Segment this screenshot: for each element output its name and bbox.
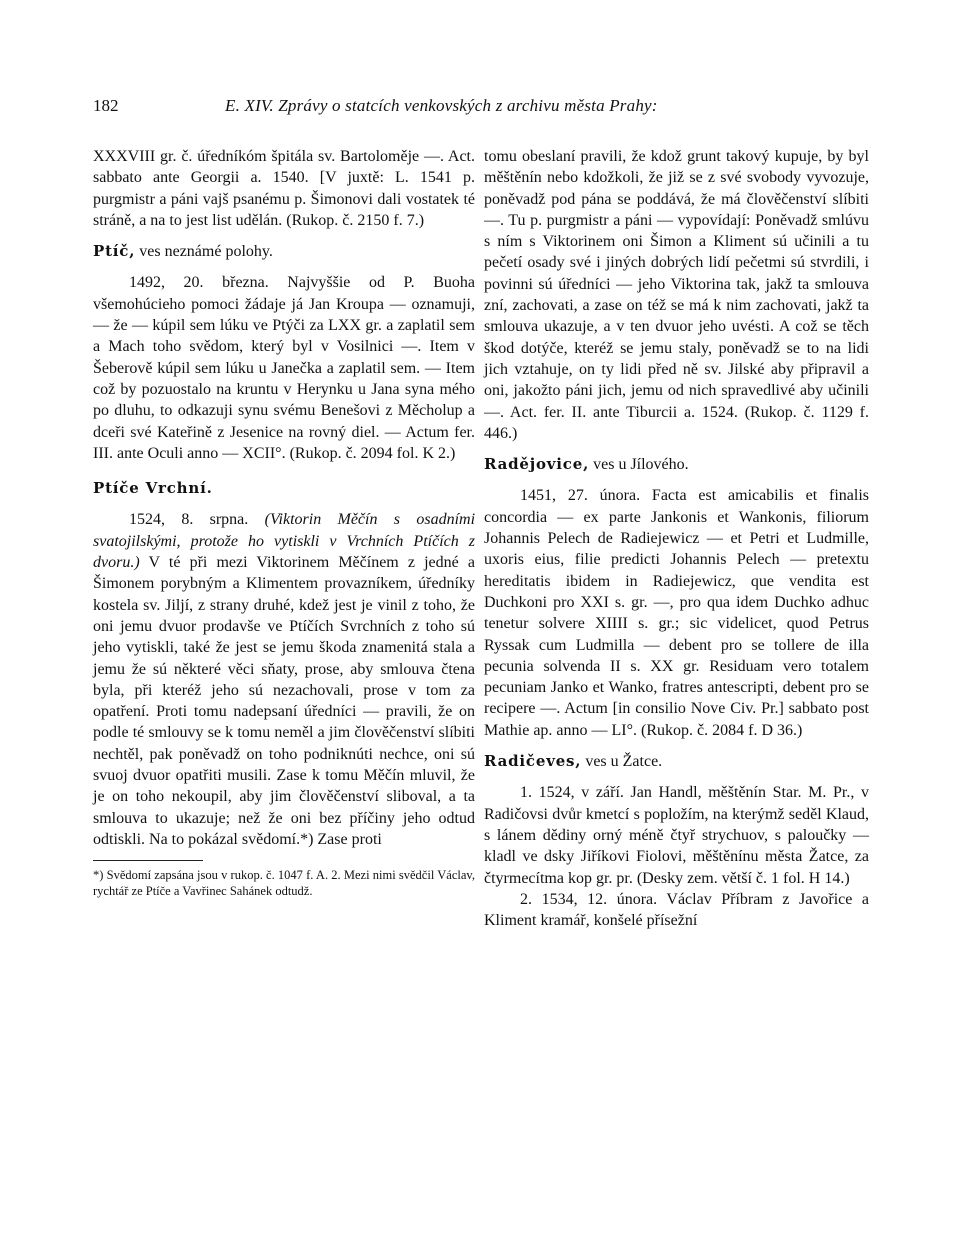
paragraph: 1. 1524, v září. Jan Handl, měštěnín Star. M. Pr., v Radičovsi dvůr kmetcí s popložím, na kterýmž seděl Klaud, s lánem dědiny orný méně čtyř strychuov, s paloučky — kladl ve dsky Jiříkovi Fiolovi, měštěnínu města Žatce, za čtyrmecítma kop gr. pr. (Desky zem. větší č. 1 fol. H 14.) — [484, 784, 869, 887]
page-header — [93, 96, 860, 126]
paragraph: XXXVIII gr. č. úředníkóm špitála sv. Bartoloměje —. Act. sabbato ante Georgii a. 1540. [V juxtě: L. 1541 p. purgmistr a páni vajš psanému p. Šimonovi dali vostatek té stráně, a na to jest list udělán. (Rukop. č. 2150 f. 7.) — [93, 148, 475, 229]
paragraph: 1492, 20. března. Najvyššie od P. Buoha všemohúcieho pomoci žádaje já Jan Kroupa — oznamuji, — že — kúpil sem lúku ve Ptýči za LXX gr. a zaplatil sem a Mach toho svědom, který byl v Vosilnici —. Item v Šeberově kúpil sem lúku u Janečka a zaplatil sem. — Item což by pozuostalo na kruntu v Herynku u Jana syna mého po dluhu, to odkazuji synu svému Benešovi z Měcholup a dceři své Kateřině z Jesenice na rovný diel. — Actum fer. III. ante Oculi anno — XCII°. (Rukop. č. 2094 fol. K 2.) — [93, 274, 475, 462]
entry-subtitle: ves u Jílového. — [589, 456, 689, 474]
paragraph: 2. 1534, 12. února. Václav Příbram z Javořice a Kliment kramář, konšelé přísežní — [484, 890, 869, 930]
footnote-text: *) Svědomí zapsána jsou v rukop. č. 1047 f. A. 2. Mezi nimi svědčil Václav, rychtář ze Ptíče a Vavřinec Sahánek odtudž. — [93, 868, 475, 899]
right-column — [484, 146, 869, 931]
entry-summary: (Viktorin Měčín s osadními svatojilskými, protože ho vytiskli v Vrchních Ptíčích z dvoru.) — [93, 511, 476, 572]
entry-title: Radičeves, — [484, 752, 582, 771]
page-number: 182 — [93, 96, 119, 115]
entry-subtitle: ves u Žatce. — [581, 753, 663, 771]
entry-text: V té při mezi Viktorinem Měčínem z jedné a Šimonem porybným a Klimentem provazníkem, úředníky kostela sv. Jiljí, z strany druhé, kdež jest je vinil z toho, že oni jemu dvuor prodavše ve Ptíčích Svrchních z toho sú jeho vytiskli, také že jest se jemu škoda znamenitá stala a jemu že sú některé věci sňaty, prose, aby smlouva čtena byla, při kteréž jeho sú nezachovali, prose v tom za opatření. Proti tomu nadepsaní úředníci — pravili, že on podle té smlouvy se k tomu neměl a jim člověčenství slíbiti nechtěl, pak poněvadž on toho podniknúti nechce, oni sú svuoj dvuor opatřiti musili. Zase k tomu Měčín mluvil, že je on toho nekoupil, aby jim člověčenství sliboval, a ta smlouva to ukazuje; než že oni bez příčiny jeho odtud odtiskli. Na to pokázal svědomí.*) Zase proti — [93, 554, 475, 848]
entry-heading — [484, 751, 869, 772]
footnote — [93, 867, 475, 899]
entry-title: Ptíče Vrchní. — [93, 479, 213, 498]
paragraph — [93, 509, 475, 850]
entry-date: 1524, 8. srpna. — [129, 511, 265, 529]
entry-heading — [484, 454, 869, 475]
entry-heading — [93, 241, 475, 262]
paragraph: 1451, 27. února. Facta est amicabilis et finalis concordia — ex parte Jankonis et Wankonis, filiorum Johannis Pelech de Radiejewicz — et Petri et Ludmille, uxoris eius, filie predicti Johannis Pelech — pretextu hereditatis ibidem in Radiejewicz, que vendita est Duchkoni pro XXI s. gr. —, pro qua idem Duchko adhuc tenetur solvere XIIII s. gr.; sic videlicet, quod Petrus Ryssak cum Ludmilla — debent pro se tollere de illa pecunia solvenda II s. XX gr. Residuam vero totalem pecuniam Janko et Wanko, fratres antescripti, debent pro se recipere —. Actum [in consilio Nove Civ. Pr.] sabbato post Mathie ap. anno — LI°. (Rukop. č. 2084 f. D 36.) — [484, 487, 869, 739]
footnote-rule — [93, 860, 203, 861]
entry-title: Radějovice, — [484, 455, 590, 474]
entry-subtitle: ves neznámé polohy. — [135, 243, 273, 261]
left-column — [93, 146, 475, 899]
running-title: E. XIV. Zprávy o statcích venkovských z archivu města Prahy: — [225, 96, 658, 115]
entry-title: Ptíč, — [93, 242, 136, 261]
entry-heading — [93, 478, 475, 499]
paragraph: tomu obeslaní pravili, že kdož grunt takový kupuje, by byl měštěnín nebo kdožkoli, že již se z své svobody vyvozuje, poněvadž pod pána se poddává, že má člověčenství slíbiti —. Tu p. purgmistr a páni — vypovídají: Poněvadž smlúvu s ním s Viktorinem oni Šimon a Kliment sú učinili a tu pečetí osady své i jiných dobrých lidí pečetmi sú stvrdili, i povinni sú úředníci — jeho Viktorina tak, jakž ta smlouva zní, zachovati, a zase on též se má k nim zachovati, jakž ta smlouva ukazuje, a v ten dvuor jeho uvésti. A což se těch škod dotýče, kteréž se jemu staly, poněvadž se to na lidi jich vztahuje, on ty lidi před ně sv. Jilské aby připravil a oni, jakožto páni jich, jemu od nich spravedlivé aby učinili —. Act. fer. II. ante Tiburcii a. 1524. (Rukop. č. 1129 f. 446.) — [484, 148, 869, 442]
